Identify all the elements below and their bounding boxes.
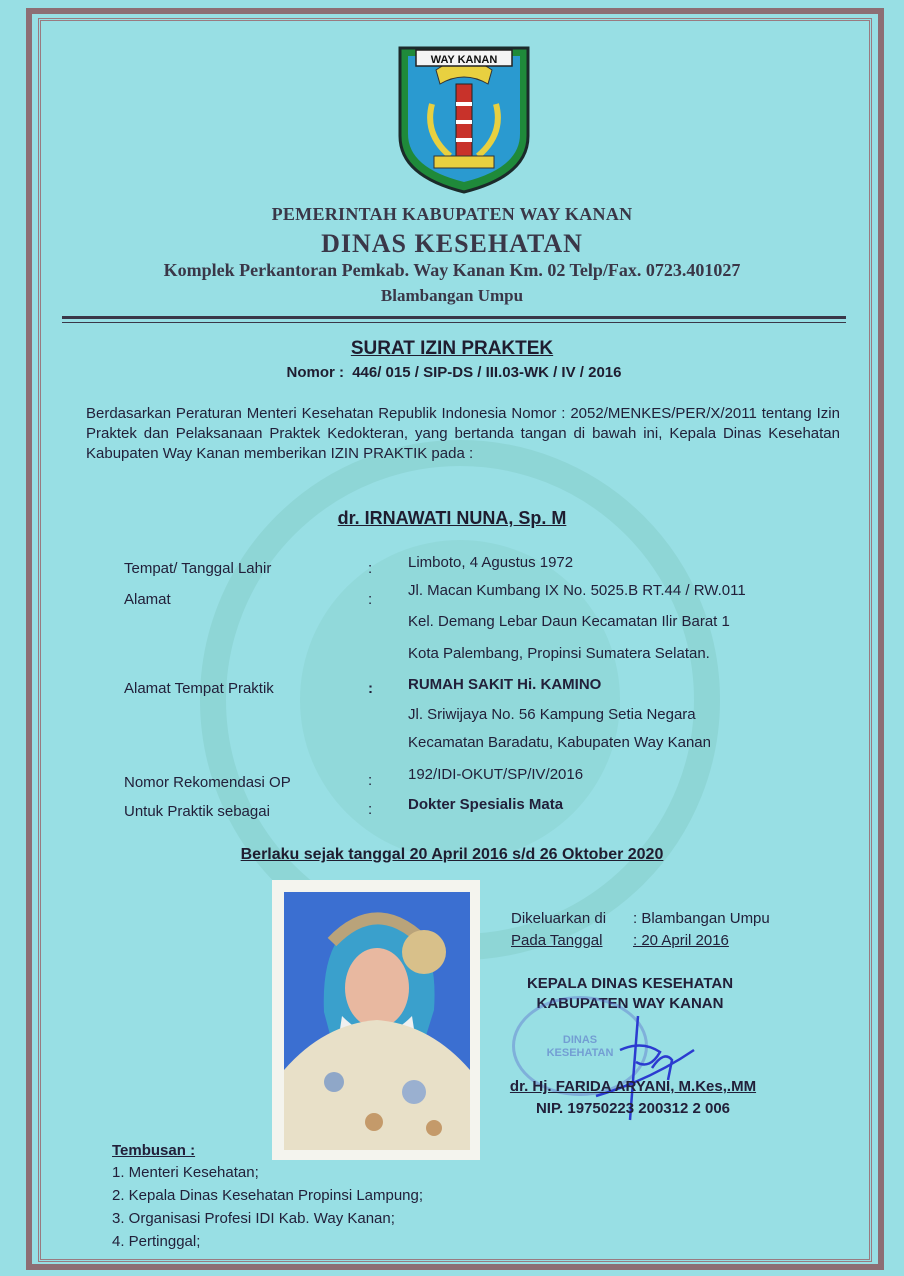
field-value-address-line: Jl. Macan Kumbang IX No. 5025.B RT.44 / RW.011	[408, 582, 746, 599]
signatory-nip: NIP. 19750223 200312 2 006	[535, 1100, 731, 1117]
field-label-address: Alamat	[124, 591, 171, 608]
document-number-label: Nomor :	[286, 364, 345, 381]
field-label-recommendation: Nomor Rekomendasi OP	[124, 774, 291, 791]
recipient-photo	[284, 892, 470, 1150]
header-city: Blambangan Umpu	[380, 286, 524, 305]
field-colon: :	[368, 680, 373, 697]
tembusan-item: 2. Kepala Dinas Kesehatan Propinsi Lampung;	[112, 1187, 424, 1204]
document-title: SURAT IZIN PRAKTEK	[350, 338, 554, 359]
field-colon: :	[368, 801, 373, 818]
field-value-birth: Limboto, 4 Agustus 1972	[408, 554, 574, 571]
field-value-recommendation: 192/IDI-OKUT/SP/IV/2016	[408, 766, 584, 783]
header-rule-thin	[62, 322, 846, 323]
signatory-name: dr. Hj. FARIDA ARYANI, M.Kes,.MM	[509, 1078, 757, 1095]
stamp-line: DINAS	[562, 1034, 598, 1046]
field-value-practice-as: Dokter Spesialis Mata	[408, 796, 564, 813]
preamble-paragraph: Berdasarkan Peraturan Menteri Kesehatan Republik Indonesia Nomor : 2052/MENKES/PER/X/2011 tentang Izin Praktek dan Pelaksanaan Praktek Kedokteran, yang bertanda tangan di bawah ini, Kepala Dinas Kesehatan Kabupaten Way Kanan memberikan IZIN PRAKTIK pada :	[86, 405, 840, 462]
issued-date-value: : 20 April 2016	[633, 932, 729, 949]
portrait-icon	[284, 892, 470, 1150]
header-agency: DINAS KESEHATAN	[321, 229, 583, 258]
field-value-practice-name: RUMAH SAKIT Hi. KAMINO	[408, 676, 602, 693]
issued-place-value: : Blambangan Umpu	[633, 910, 770, 927]
header-rule-thick	[62, 316, 846, 319]
tembusan-item: 3. Organisasi Profesi IDI Kab. Way Kanan;	[112, 1210, 395, 1227]
issued-date-label: Pada Tanggal	[511, 932, 603, 949]
document-number-value: 446/ 015 / SIP-DS / III.03-WK / IV / 2016	[352, 364, 622, 381]
field-colon: :	[368, 591, 373, 608]
field-label-practice-address: Alamat Tempat Praktik	[124, 680, 274, 697]
header-government: PEMERINTAH KABUPATEN WAY KANAN	[271, 204, 633, 224]
field-value-address-line: Kota Palembang, Propinsi Sumatera Selatan.	[408, 645, 710, 662]
tembusan-label: Tembusan :	[112, 1142, 196, 1159]
field-label-birth: Tempat/ Tanggal Lahir	[124, 560, 272, 577]
emblem-banner-text: WAY KANAN	[430, 54, 498, 66]
document-number	[0, 364, 904, 381]
field-colon: :	[368, 772, 373, 789]
signatory-title	[490, 974, 770, 1014]
signatory-title-line: KEPALA DINAS KESEHATAN	[526, 975, 734, 992]
validity-period: Berlaku sejak tanggal 20 April 2016 s/d 26 Oktober 2020	[240, 846, 664, 863]
signatory-title-line: KABUPATEN WAY KANAN	[536, 995, 724, 1012]
tembusan-item: 1. Menteri Kesehatan;	[112, 1164, 259, 1181]
stamp-line: KESEHATAN	[546, 1047, 614, 1059]
field-value-address-line: Kel. Demang Lebar Daun Kecamatan Ilir Barat 1	[408, 613, 730, 630]
header-address: Komplek Perkantoran Pemkab. Way Kanan Km. 02 Telp/Fax. 0723.401027	[163, 260, 741, 280]
tembusan-item: 4. Pertinggal;	[112, 1233, 201, 1250]
way-kanan-emblem-icon	[396, 44, 532, 194]
field-colon: :	[368, 560, 373, 577]
issued-place-label: Dikeluarkan di	[511, 910, 607, 927]
field-label-practice-as: Untuk Praktik sebagai	[124, 803, 270, 820]
field-value-practice-line: Jl. Sriwijaya No. 56 Kampung Setia Negara	[408, 706, 696, 723]
recipient-name: dr. IRNAWATI NUNA, Sp. M	[337, 508, 567, 528]
field-value-practice-line: Kecamatan Baradatu, Kabupaten Way Kanan	[408, 734, 711, 751]
